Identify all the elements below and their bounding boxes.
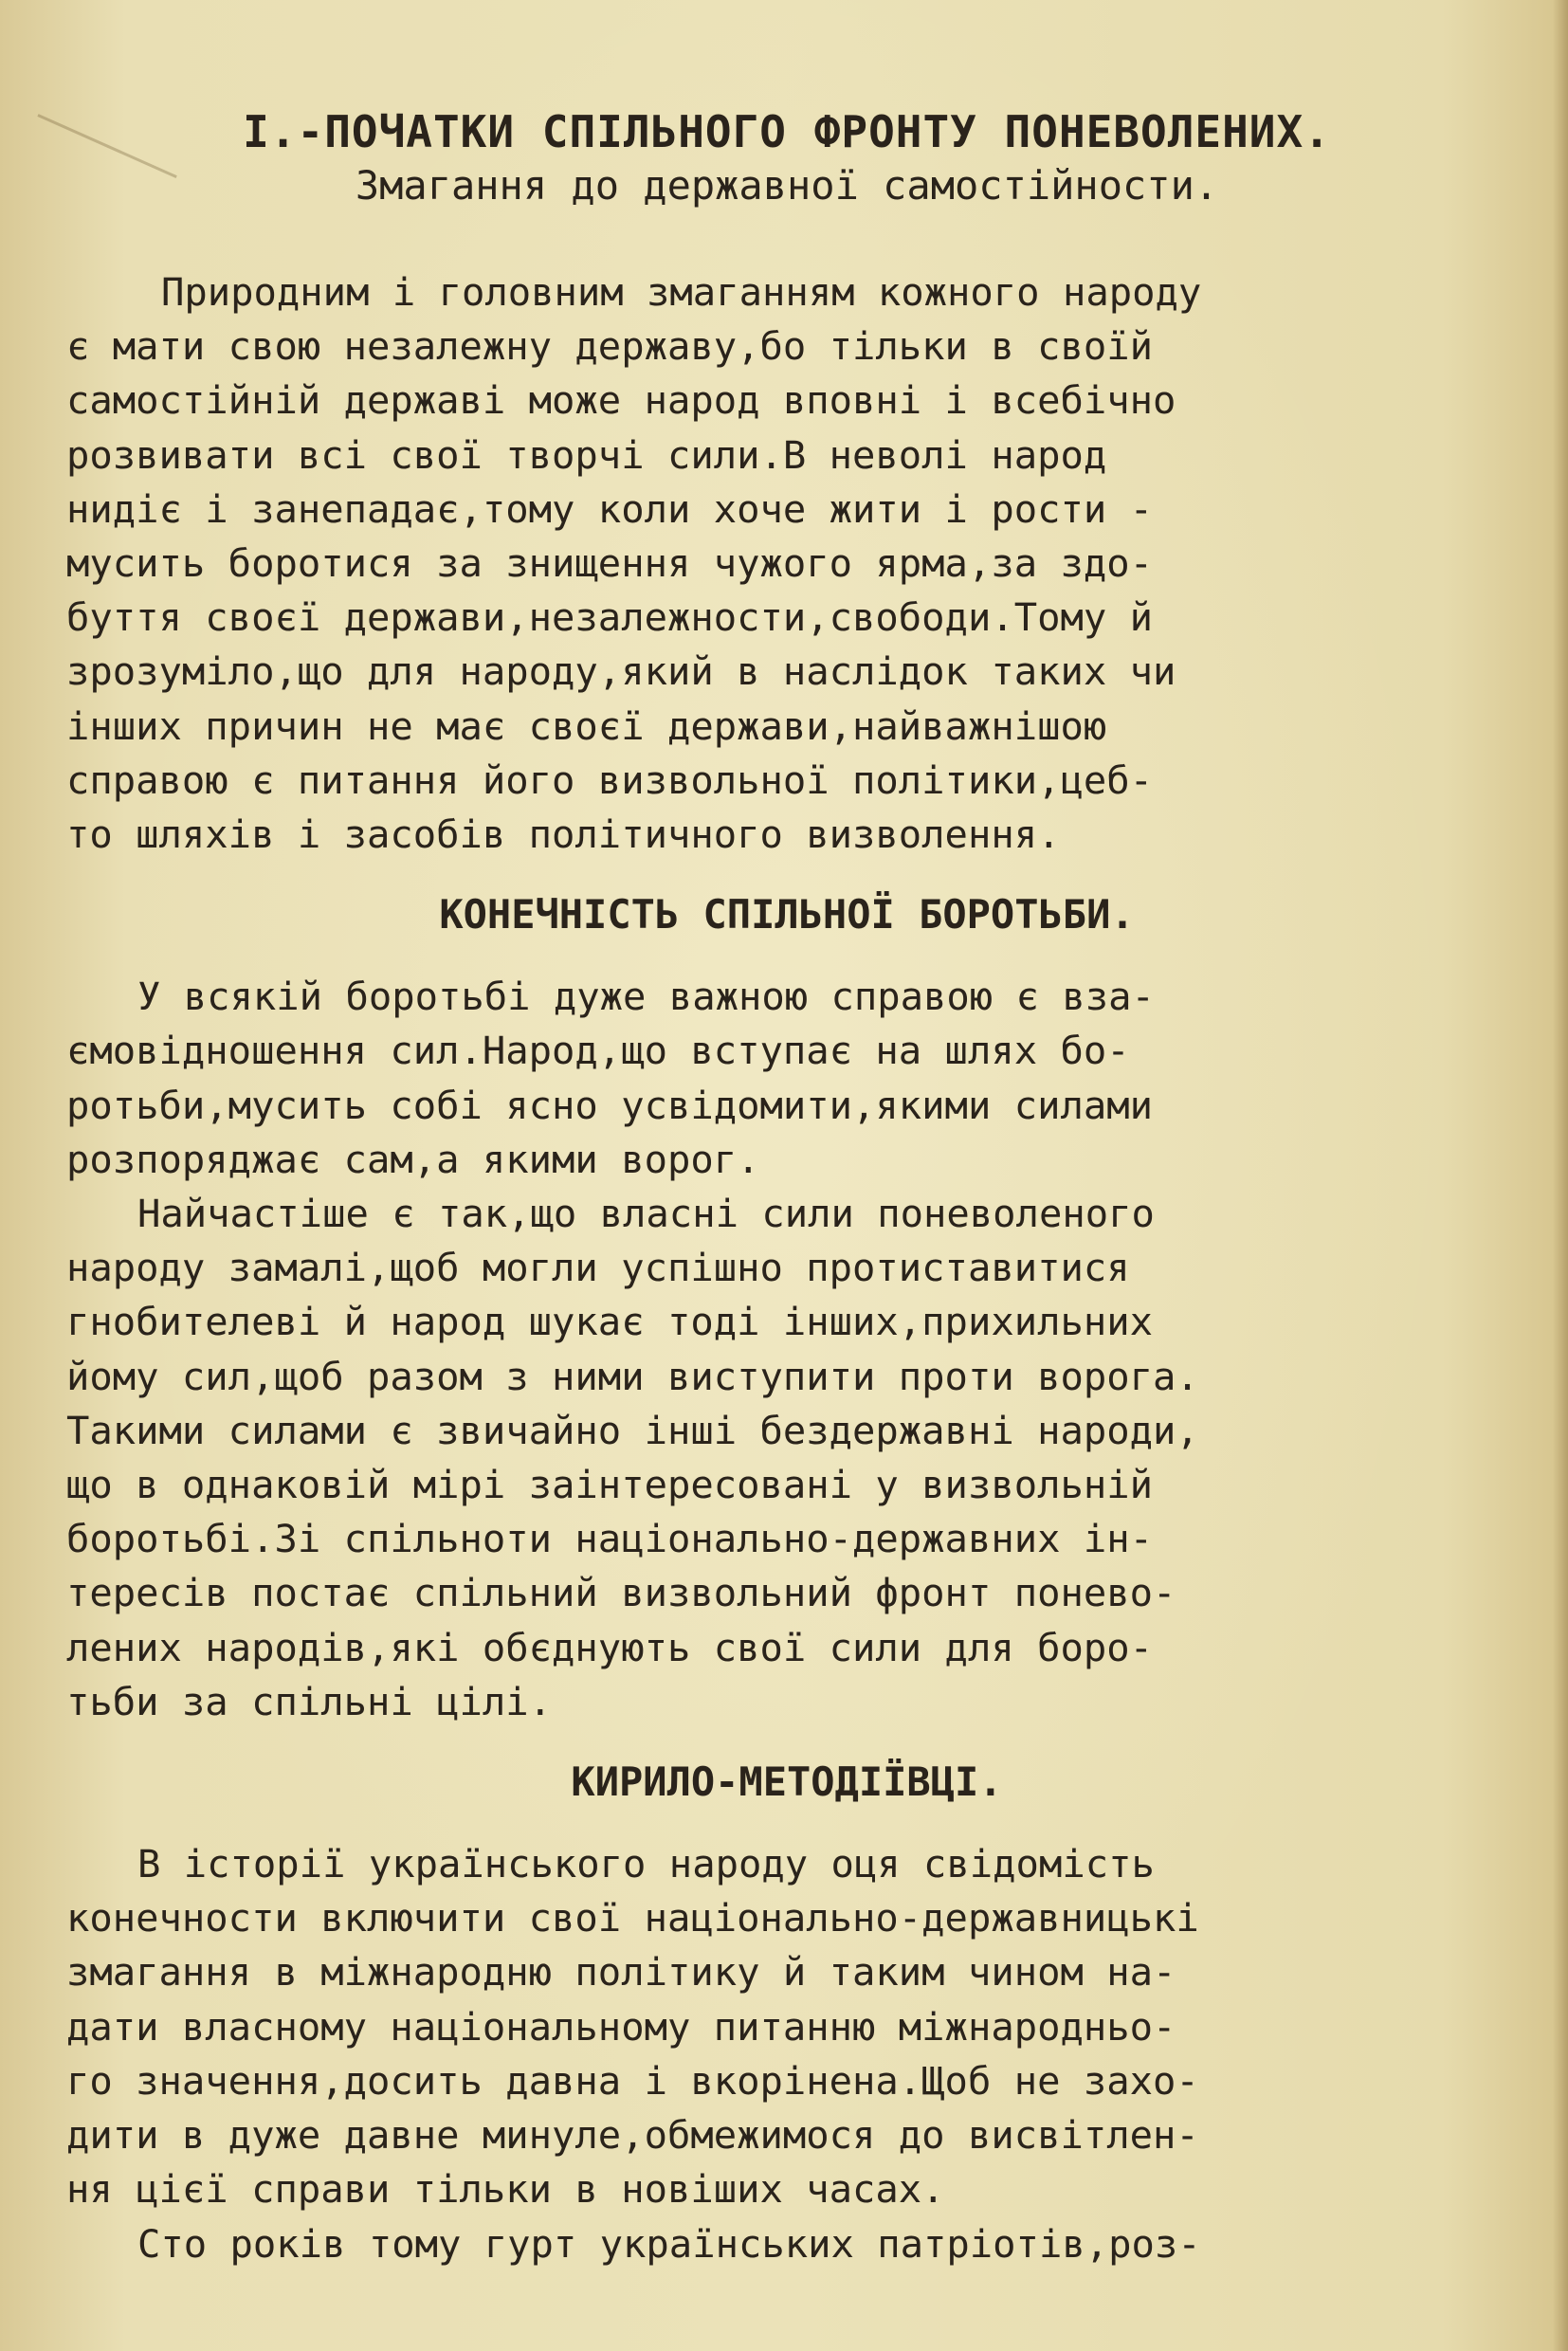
text-line: Найчастіше є так,що власні сили поневоленого [137,1191,1155,1237]
text-line: розвивати всі свої творчі сили.В неволі народ [66,431,1107,478]
text-line: ня цієї справи тільки в новіших часах. [66,2166,945,2213]
text-line: боротьбі.Зі спільноти національно-державних ін- [66,1516,1154,1562]
text-line: справою є питання його визвольної політики,цеб- [66,756,1154,803]
text-line: буття своєї держави,незалежности,свободи.Тому й [66,594,1154,641]
paragraph [66,1837,1507,2216]
text-line: ємовідношення сил.Народ,що вступає на шлях бо- [66,1028,1130,1074]
text-line: лених народів,які обєднують свої сили для боро- [66,1624,1154,1670]
paper-edge-shadow [1553,0,1568,2351]
text-line: тьби за спільні цілі. [66,1678,553,1724]
text-line: нидіє і занепадає,тому коли хоче жити і рости - [66,485,1154,532]
text-line: Такими силами є звичайно інші бездержавні народи, [66,1407,1199,1453]
paragraph [66,2217,1507,2271]
text-line: йому сил,щоб разом з ними виступити проти ворога. [66,1353,1199,1399]
section-heading: КОНЕЧНІСТЬ СПІЛЬНОЇ БОРОТЬБИ. [439,891,1135,939]
text-line: В історії українського народу оця свідомість [137,1841,1155,1887]
text-line: дати власному національному питанню міжнародньо- [66,2003,1176,2050]
text-line: Сто років тому гурт українських патріотів,роз- [137,2220,1201,2267]
text-line: розпоряджає сам,а якими ворог. [66,1136,760,1182]
paragraph [66,970,1507,1187]
text-line: змагання в міжнародню політику й таким чином на- [66,1949,1176,1996]
paragraph [66,1187,1507,1729]
document-subtitle: Змагання до державної самостійности. [355,162,1219,209]
text-line: мусить боротися за знищення чужого ярма,за здо- [66,540,1154,587]
text-line: гнобителеві й народ шукає тоді інших,прихильних [66,1299,1154,1345]
text-line: го значення,досить давна і вкорінена.Щоб не захо- [66,2057,1199,2104]
text-line: народу замалі,щоб могли успішно протиставитися [66,1245,1130,1291]
text-line: конечности включити свої національно-державницькі [66,1895,1199,1941]
text-line: У всякій боротьбі дуже важною справою є вза- [137,974,1155,1020]
paragraph [66,265,1507,862]
text-line: є мати свою незалежну державу,бо тільки в своїй [66,323,1154,370]
text-line: Природним і головним змаганням кожного народу [161,269,1202,315]
text-line: ротьби,мусить собі ясно усвідомити,якими силами [66,1082,1154,1128]
text-line: то шляхів і засобів політичного визволення. [66,811,1061,858]
document-body [66,104,1507,2271]
text-line: самостійній державі може народ вповні і всебічно [66,377,1176,424]
section-heading: КИРИЛО-МЕТОДІЇВЦІ. [571,1759,1003,1806]
document-title: I.-ПОЧАТКИ СПІЛЬНОГО ФРОНТУ ПОНЕВОЛЕНИХ. [243,106,1331,157]
text-line: тересів постає спільний визвольний фронт понево- [66,1570,1176,1616]
text-line: що в однаковій мірі заінтересовані у визвольній [66,1462,1154,1508]
text-line: зрозуміло,що для народу,який в наслідок таких чи [66,648,1176,695]
text-line: дити в дуже давне минуле,обмежимося до висвітлен- [66,2112,1199,2159]
text-line: інших причин не має своєї держави,найважнішою [66,702,1107,749]
